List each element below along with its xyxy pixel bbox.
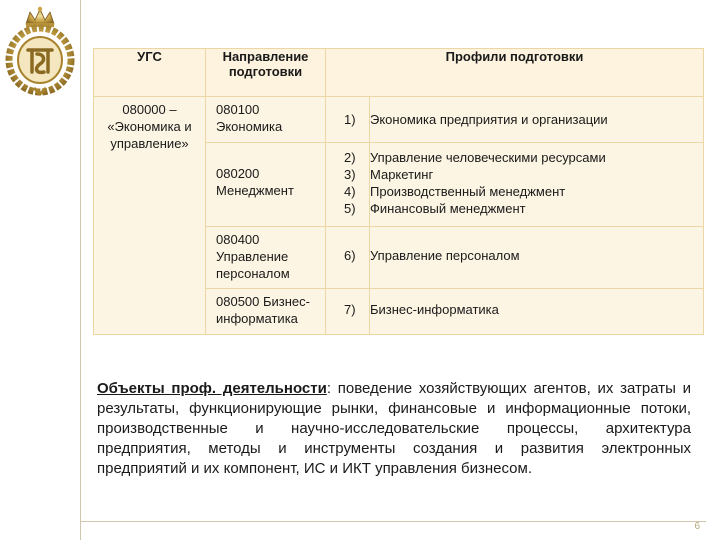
number-cell	[326, 227, 370, 289]
profile-cell	[370, 97, 704, 143]
profile-name: Финансовый менеджмент	[370, 201, 526, 216]
direction-line: 080100	[216, 102, 260, 117]
profile-name: Управление персоналом	[370, 248, 520, 263]
header-profiles: Профили подготовки	[326, 49, 704, 97]
direction-line: Менеджмент	[216, 183, 294, 198]
profile-name: Бизнес-информатика	[370, 302, 499, 317]
direction-cell	[206, 97, 326, 143]
profile-cell	[370, 227, 704, 289]
header-ugs: УГС	[94, 49, 206, 97]
direction-line: Экономика	[216, 119, 283, 134]
page-number: 6	[694, 521, 700, 532]
objects-lead: Объекты проф. деятельности	[97, 380, 327, 397]
direction-cell	[206, 227, 326, 289]
profile-cell	[370, 143, 704, 227]
direction-cell	[206, 143, 326, 227]
number-cell	[326, 143, 370, 227]
profile-name: Маркетинг	[370, 167, 434, 182]
direction-line: информатика	[216, 311, 298, 326]
profile-name: Управление человеческими ресурсами	[370, 150, 606, 165]
profile-number: 3)	[344, 167, 356, 182]
direction-line: 080200	[216, 166, 260, 181]
ugs-line: «Экономика и	[107, 119, 192, 134]
number-cell	[326, 289, 370, 335]
ugs-cell	[94, 97, 206, 335]
profile-cell	[370, 289, 704, 335]
ugs-line: управление»	[110, 136, 189, 151]
profiles-table	[93, 48, 704, 335]
header-direction: Направление подготовки	[206, 49, 326, 97]
profile-number: 6)	[344, 248, 356, 263]
profile-number: 2)	[344, 150, 356, 165]
number-cell	[326, 97, 370, 143]
direction-line: персоналом	[216, 266, 290, 281]
ugs-line: 080000 –	[122, 102, 177, 117]
professional-objects-paragraph	[97, 379, 691, 479]
profile-number: 5)	[344, 201, 356, 216]
direction-cell	[206, 289, 326, 335]
university-crest-icon	[4, 6, 76, 96]
frame-line-left	[80, 0, 81, 540]
frame-line-bottom	[80, 521, 706, 522]
profile-name: Экономика предприятия и организации	[370, 112, 608, 127]
objects-text: : поведение хозяйствующих агентов, их затраты и результаты, функционирующие рынки, финансовые и информационные потоки, производственные и научно-исследовательские процессы, архитектура предприятия, методы и инструменты создания и развития электронных предприятий и их компонент, ИС и ИКТ управления бизнесом.	[97, 380, 691, 477]
profile-number: 1)	[344, 112, 356, 127]
direction-line: 080500 Бизнес-	[216, 294, 310, 309]
profile-number: 4)	[344, 184, 356, 199]
profile-number: 7)	[344, 302, 356, 317]
direction-line: 080400	[216, 232, 260, 247]
profile-name: Производственный менеджмент	[370, 184, 566, 199]
direction-line: Управление	[216, 249, 289, 264]
